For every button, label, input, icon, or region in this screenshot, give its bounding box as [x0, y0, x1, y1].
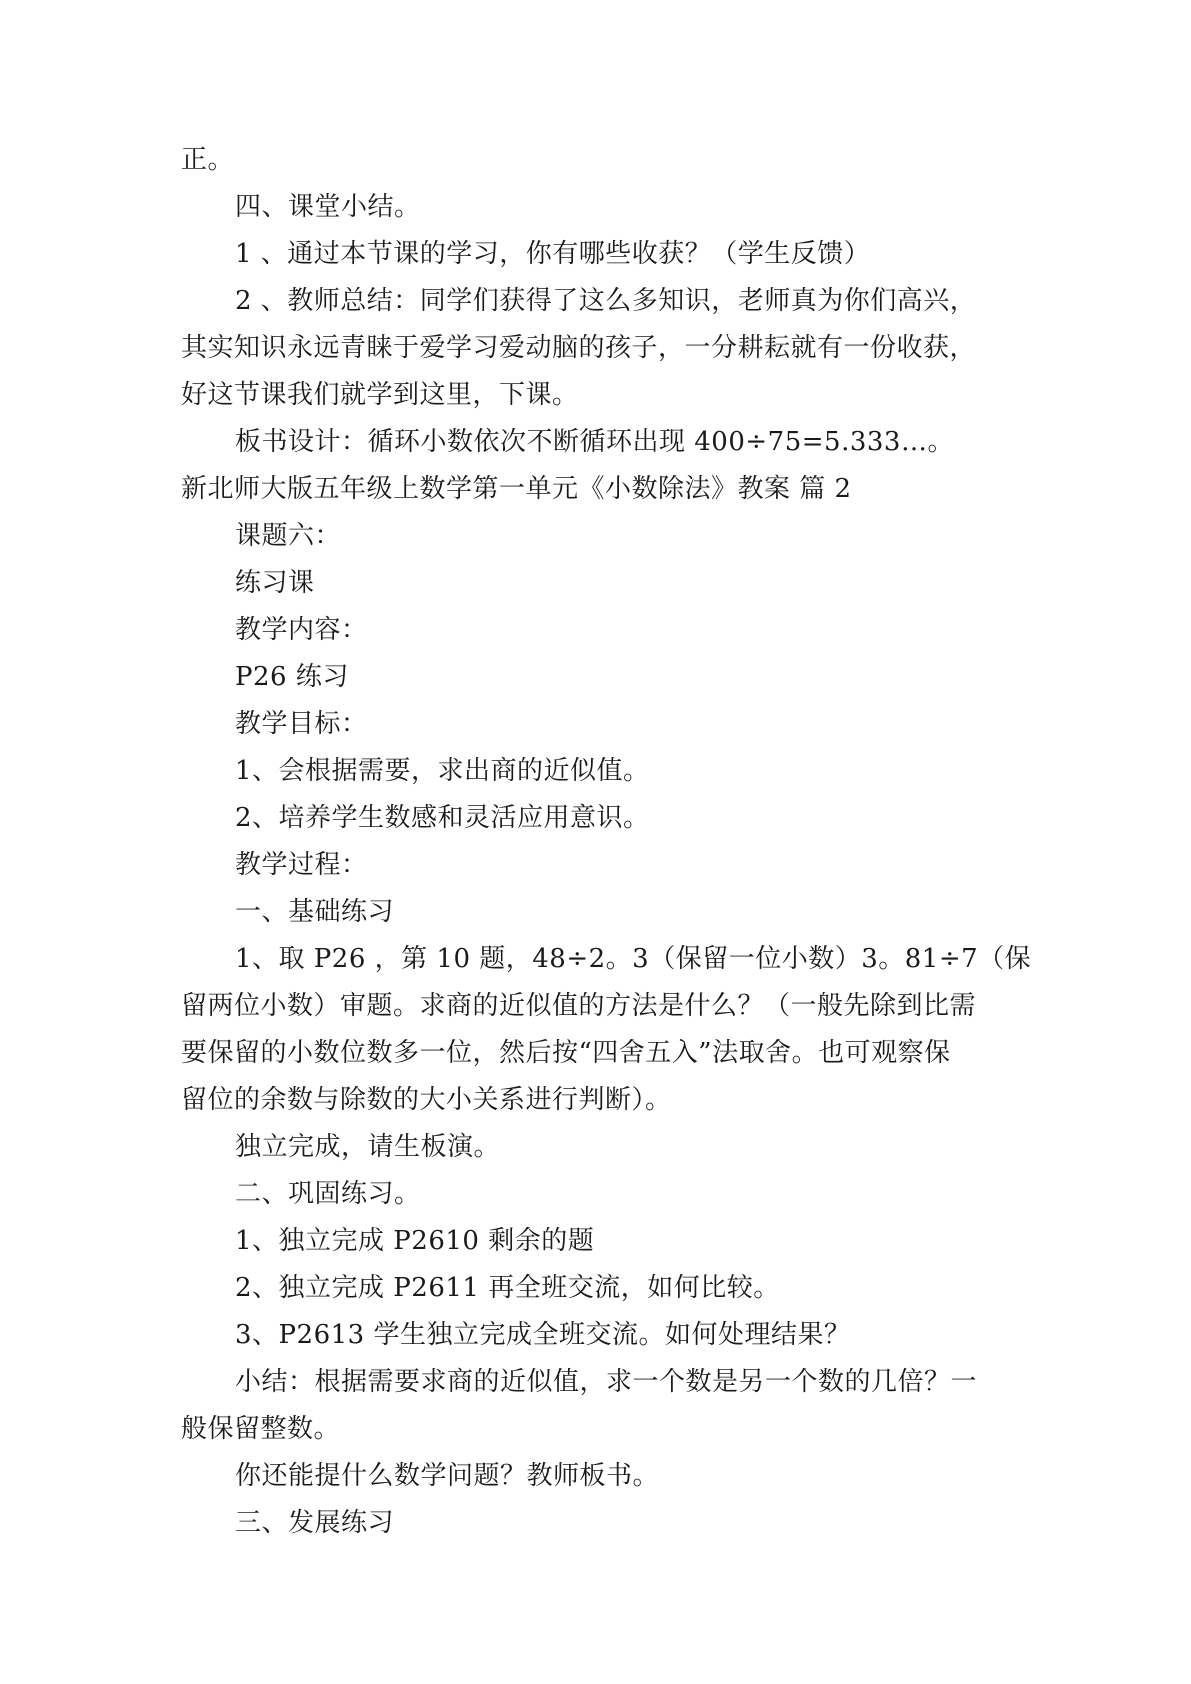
text-line: 教学内容：: [235, 615, 368, 645]
text-line: 要保留的小数位数多一位，然后按“四舍五入”法取舍。也可观察保: [181, 1038, 951, 1068]
text-line: 教学目标：: [235, 709, 368, 739]
text-line: 1、独立完成 P2610 剩余的题: [235, 1226, 595, 1256]
document-body: [181, 137, 1032, 1547]
text-line: 你还能提什么数学问题？教师板书。: [235, 1461, 660, 1491]
document-title: 新北师大版五年级上数学第一单元《小数除法》教案 篇 2: [181, 474, 852, 504]
section-heading: 四、课堂小结。: [235, 192, 421, 222]
text-line: 小结：根据需要求商的近似值，求一个数是另一个数的几倍？一: [235, 1367, 978, 1397]
text-line: 3、P2613 学生独立完成全班交流。如何处理结果？: [235, 1320, 851, 1350]
text-line: 留位的余数与除数的大小关系进行判断）。: [181, 1085, 672, 1115]
text-line: 好这节课我们就学到这里，下课。: [181, 380, 579, 410]
text-line: 课题六：: [235, 521, 342, 551]
section-heading: 一、基础练习: [235, 897, 395, 927]
text-line: 独立完成，请生板演。: [235, 1132, 501, 1162]
section-heading: 二、巩固练习。: [235, 1179, 421, 1209]
text-line: 2、独立完成 P2611 再全班交流，如何比较。: [235, 1273, 780, 1303]
text-line: 1 、通过本节课的学习，你有哪些收获？（学生反馈）: [235, 239, 871, 269]
text-line: 练习课: [235, 568, 315, 598]
text-line: 正。: [181, 145, 235, 175]
text-line: 2、培养学生数感和灵活应用意识。: [235, 803, 650, 833]
text-line: 般保留整数。: [181, 1414, 341, 1444]
text-line: 留两位小数）审题。求商的近似值的方法是什么？（一般先除到比需: [181, 991, 977, 1021]
text-line: 1、会根据需要，求出商的近似值。: [235, 756, 650, 786]
text-line: 板书设计：循环小数依次不断循环出现 400÷75=5.333…。: [235, 427, 954, 457]
text-line: 2 、教师总结：同学们获得了这么多知识，老师真为你们高兴，: [235, 286, 977, 316]
text-line: 其实知识永远青睐于爱学习爱动脑的孩子，一分耕耘就有一份收获，: [181, 333, 977, 363]
section-heading: 三、发展练习: [235, 1508, 395, 1538]
text-line: 教学过程：: [235, 850, 368, 880]
text-line: 1、取 P26 ，第 10 题，48÷2。3（保留一位小数）3。81÷7（保: [235, 944, 1032, 974]
text-line: P26 练习: [235, 662, 349, 692]
